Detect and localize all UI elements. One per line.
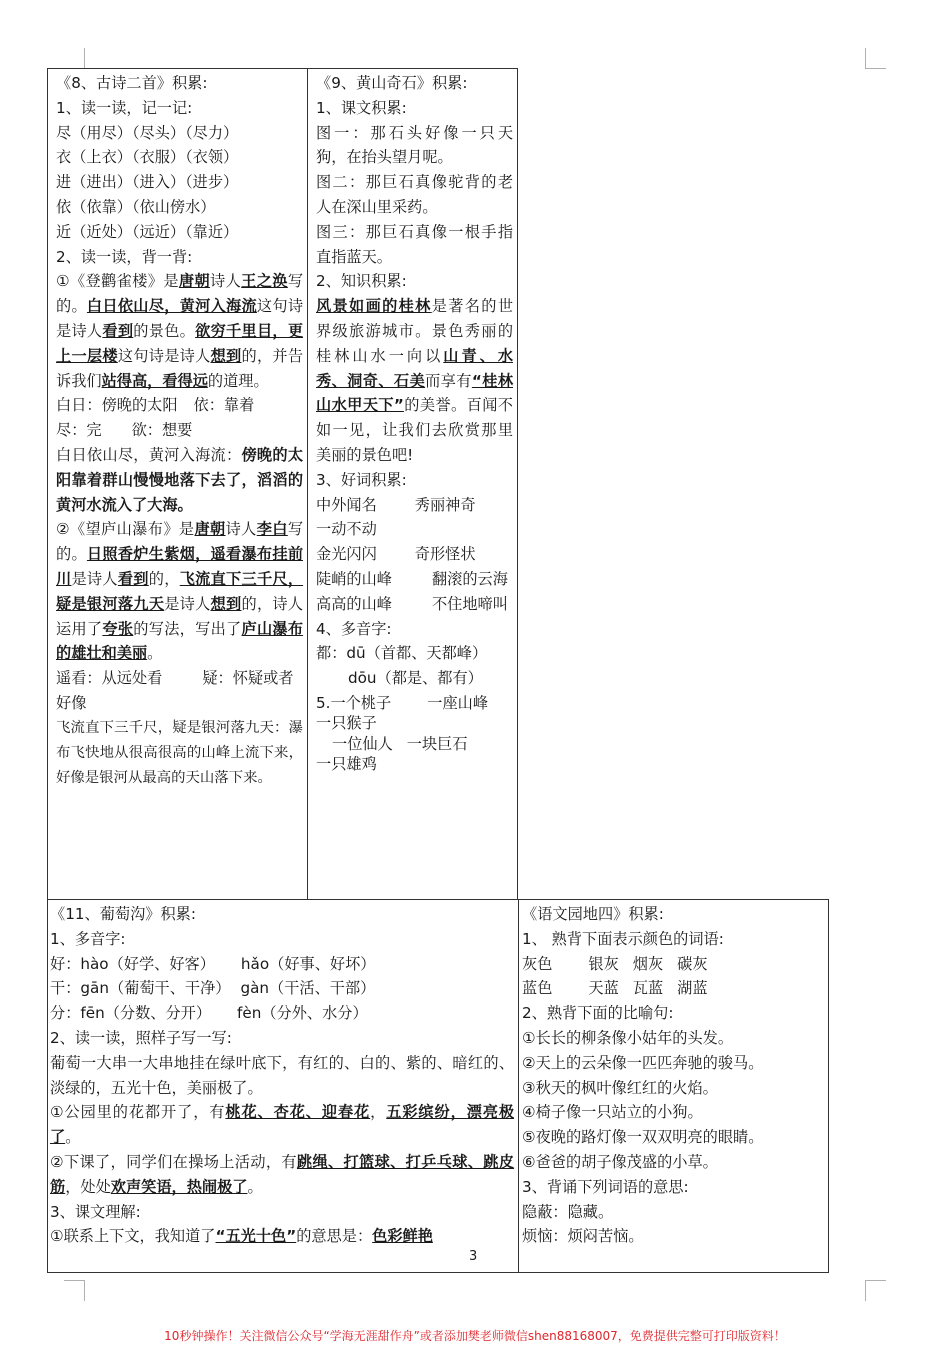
huangshan-section-1: 1、课文积累: xyxy=(316,98,407,117)
yuwen-title: 《语文园地四》积累: xyxy=(522,905,664,923)
good-words-row: 陡峭的山峰 翻滚的云海 xyxy=(316,569,508,588)
poem-1-translation: 白日依山尽，黄河入海流：傍晚的太阳靠着群山慢慢地落下去了，滔滔的黄河水流入了大海。 xyxy=(56,445,304,514)
poems-cell xyxy=(47,68,308,900)
crop-mark-bottom-left xyxy=(64,1280,85,1301)
huangshan-title: 《9、黄山奇石》积累: xyxy=(316,74,468,92)
vocab-meaning: 烦恼：烦闷苦恼。 xyxy=(522,1227,644,1246)
exercise-1: ①公园里的花都开了，有桃花、杏花、迎春花，五彩缤纷，漂亮极了。 xyxy=(50,1103,515,1147)
definition-line: 白日：傍晚的太阳 依：靠着 xyxy=(56,396,255,415)
word-group: 尽（用尽）（尽头）（尽力） xyxy=(56,123,239,142)
promo-footer: 10秒钟操作！关注微信公众号“学海无涯甜作舟”或者添加樊老师微信shen88168007，免费提供完整可打印版资料！ xyxy=(164,1329,786,1343)
figure-3-text: 图三：那巨石真像一根手指直指蓝天。 xyxy=(316,222,513,266)
crop-mark-top-left xyxy=(64,48,85,69)
putao-section-1: 1、多音字: xyxy=(50,929,126,948)
good-words-row: 一动不动 xyxy=(316,520,377,539)
putao-section-2: 2、读一读，照样子写一写: xyxy=(50,1028,232,1047)
poem-2-translation: 飞流直下三千尺，疑是银河落九天：瀑布飞快地从很高很高的山峰上流下来，好像是银河从最高的天山落下来。 xyxy=(56,719,303,786)
color-words-row: 灰色 银灰 烟灰 碳灰 xyxy=(522,954,708,973)
polyphone-hao: 好：hào（好学、好客） hǎo（好事、好坏） xyxy=(50,954,376,973)
comprehension-1: ①联系上下文，我知道了“五光十色”的意思是：色彩鲜艳 xyxy=(50,1227,433,1246)
huangshan-section-3: 3、好词积累: xyxy=(316,470,407,489)
huangshan-section-2: 2、知识积累: xyxy=(316,272,407,291)
metaphor-sentence: ②天上的云朵像一匹匹奔驰的骏马。 xyxy=(522,1053,764,1072)
metaphor-sentence: ①长长的柳条像小姑年的头发。 xyxy=(522,1028,734,1047)
crop-mark-bottom-right xyxy=(865,1280,886,1301)
crop-mark-top-right xyxy=(865,48,886,69)
good-words-row: 金光闪闪 奇形怪状 xyxy=(316,545,476,564)
metaphor-sentence: ④椅子像一只站立的小狗。 xyxy=(522,1103,703,1122)
poems-section-1: 1、读一读，记一记: xyxy=(56,98,193,117)
measure-words: 5.一个桃子 一座山峰 一只猴子 一位仙人 一块巨石 一只雄鸡 xyxy=(316,693,488,774)
example-sentence: 葡萄一大串一大串地挂在绿叶底下，有红的、白的、紫的、暗红的、淡绿的，五光十色，美丽极了。 xyxy=(50,1053,514,1097)
definition-line: 尽：完 欲：想要 xyxy=(56,421,193,440)
poem-1-notes: ①《登鹳雀楼》是唐朝诗人王之涣写的。白日依山尽，黄河入海流这句诗是诗人看到的景色。欲穷千里目，更上一层楼这句诗是诗人想到的，并告诉我们站得高，看得远的道理。 xyxy=(56,272,304,390)
yuwen-cell xyxy=(518,899,829,1273)
poems-section-2: 2、读一读，背一背: xyxy=(56,247,193,266)
yuwen-section-2: 2、熟背下面的比喻句: xyxy=(522,1004,674,1023)
word-group: 进（进出）（进入）（进步） xyxy=(56,173,239,192)
putao-section-3: 3、课文理解: xyxy=(50,1202,141,1221)
poem-2-notes: ②《望庐山瀑布》是唐朝诗人李白写的。日照香炉生紫烟，遥看瀑布挂前川是诗人看到的，飞流直下三千尺，疑是银河落九天是诗人想到的，诗人运用了夸张的写法，写出了庐山瀑布的雄壮和美丽。 xyxy=(56,520,304,663)
good-words-row: 中外闻名 秀丽神奇 xyxy=(316,495,476,514)
polyphone-dou: dōu（都是、都有） xyxy=(348,669,483,688)
metaphor-sentence: ③秋天的枫叶像红红的火焰。 xyxy=(522,1078,718,1097)
color-words-row: 蓝色 天蓝 瓦蓝 湖蓝 xyxy=(522,979,708,998)
guilin-paragraph: 风景如画的桂林是著名的世界级旅游城市。景色秀丽的桂林山水一向以山青、水秀、洞奇、石美而享有“桂林山水甲天下”的美誉。百闻不如一见，让我们去欣赏那里美丽的景色吧! xyxy=(316,297,514,464)
huangshan-cell xyxy=(307,68,518,900)
word-group: 衣（上衣）（衣服）（衣领） xyxy=(56,148,239,167)
metaphor-sentence: ⑤夜晚的路灯像一双双明亮的眼睛。 xyxy=(522,1128,764,1147)
vocab-meaning: 隐蔽：隐藏。 xyxy=(522,1202,614,1221)
polyphone-fen: 分：fēn（分数、分开） fèn（分外、水分） xyxy=(50,1004,368,1023)
exercise-2: ②下课了，同学们在操场上活动，有跳绳、打篮球、打乒乓球、跳皮筋，处处欢声笑语，热闹极了。 xyxy=(50,1152,515,1196)
word-group: 近（近处）（远近）（靠近） xyxy=(56,222,239,241)
figure-2-text: 图二：那巨石真像驼背的老人在深山里采药。 xyxy=(316,173,513,216)
yuwen-section-1: 1、 熟背下面表示颜色的词语: xyxy=(522,929,724,948)
page-number: 3 xyxy=(469,1249,478,1264)
definition-line: 遥看：从远处看 疑：怀疑或者好像 xyxy=(56,669,294,712)
figure-1-text: 图一：那石头好像一只天狗，在抬头望月呢。 xyxy=(316,123,513,167)
polyphone-du: 都：dū（首都、天都峰） xyxy=(316,644,488,663)
yuwen-section-3: 3、背诵下列词语的意思: xyxy=(522,1177,689,1196)
word-group: 依（依靠）（依山傍水） xyxy=(56,197,216,216)
huangshan-section-4: 4、多音字: xyxy=(316,619,392,638)
metaphor-sentence: ⑥爸爸的胡子像茂盛的小草。 xyxy=(522,1152,718,1171)
good-words-row: 高高的山峰 不住地啼叫 xyxy=(316,594,508,613)
putao-cell xyxy=(47,899,519,1273)
poems-title: 《8、古诗二首》积累: xyxy=(56,74,208,92)
polyphone-gan: 干：gān（葡萄干、干净） gàn（干活、干部） xyxy=(50,979,376,998)
putao-title: 《11、葡萄沟》积累: xyxy=(50,905,196,923)
